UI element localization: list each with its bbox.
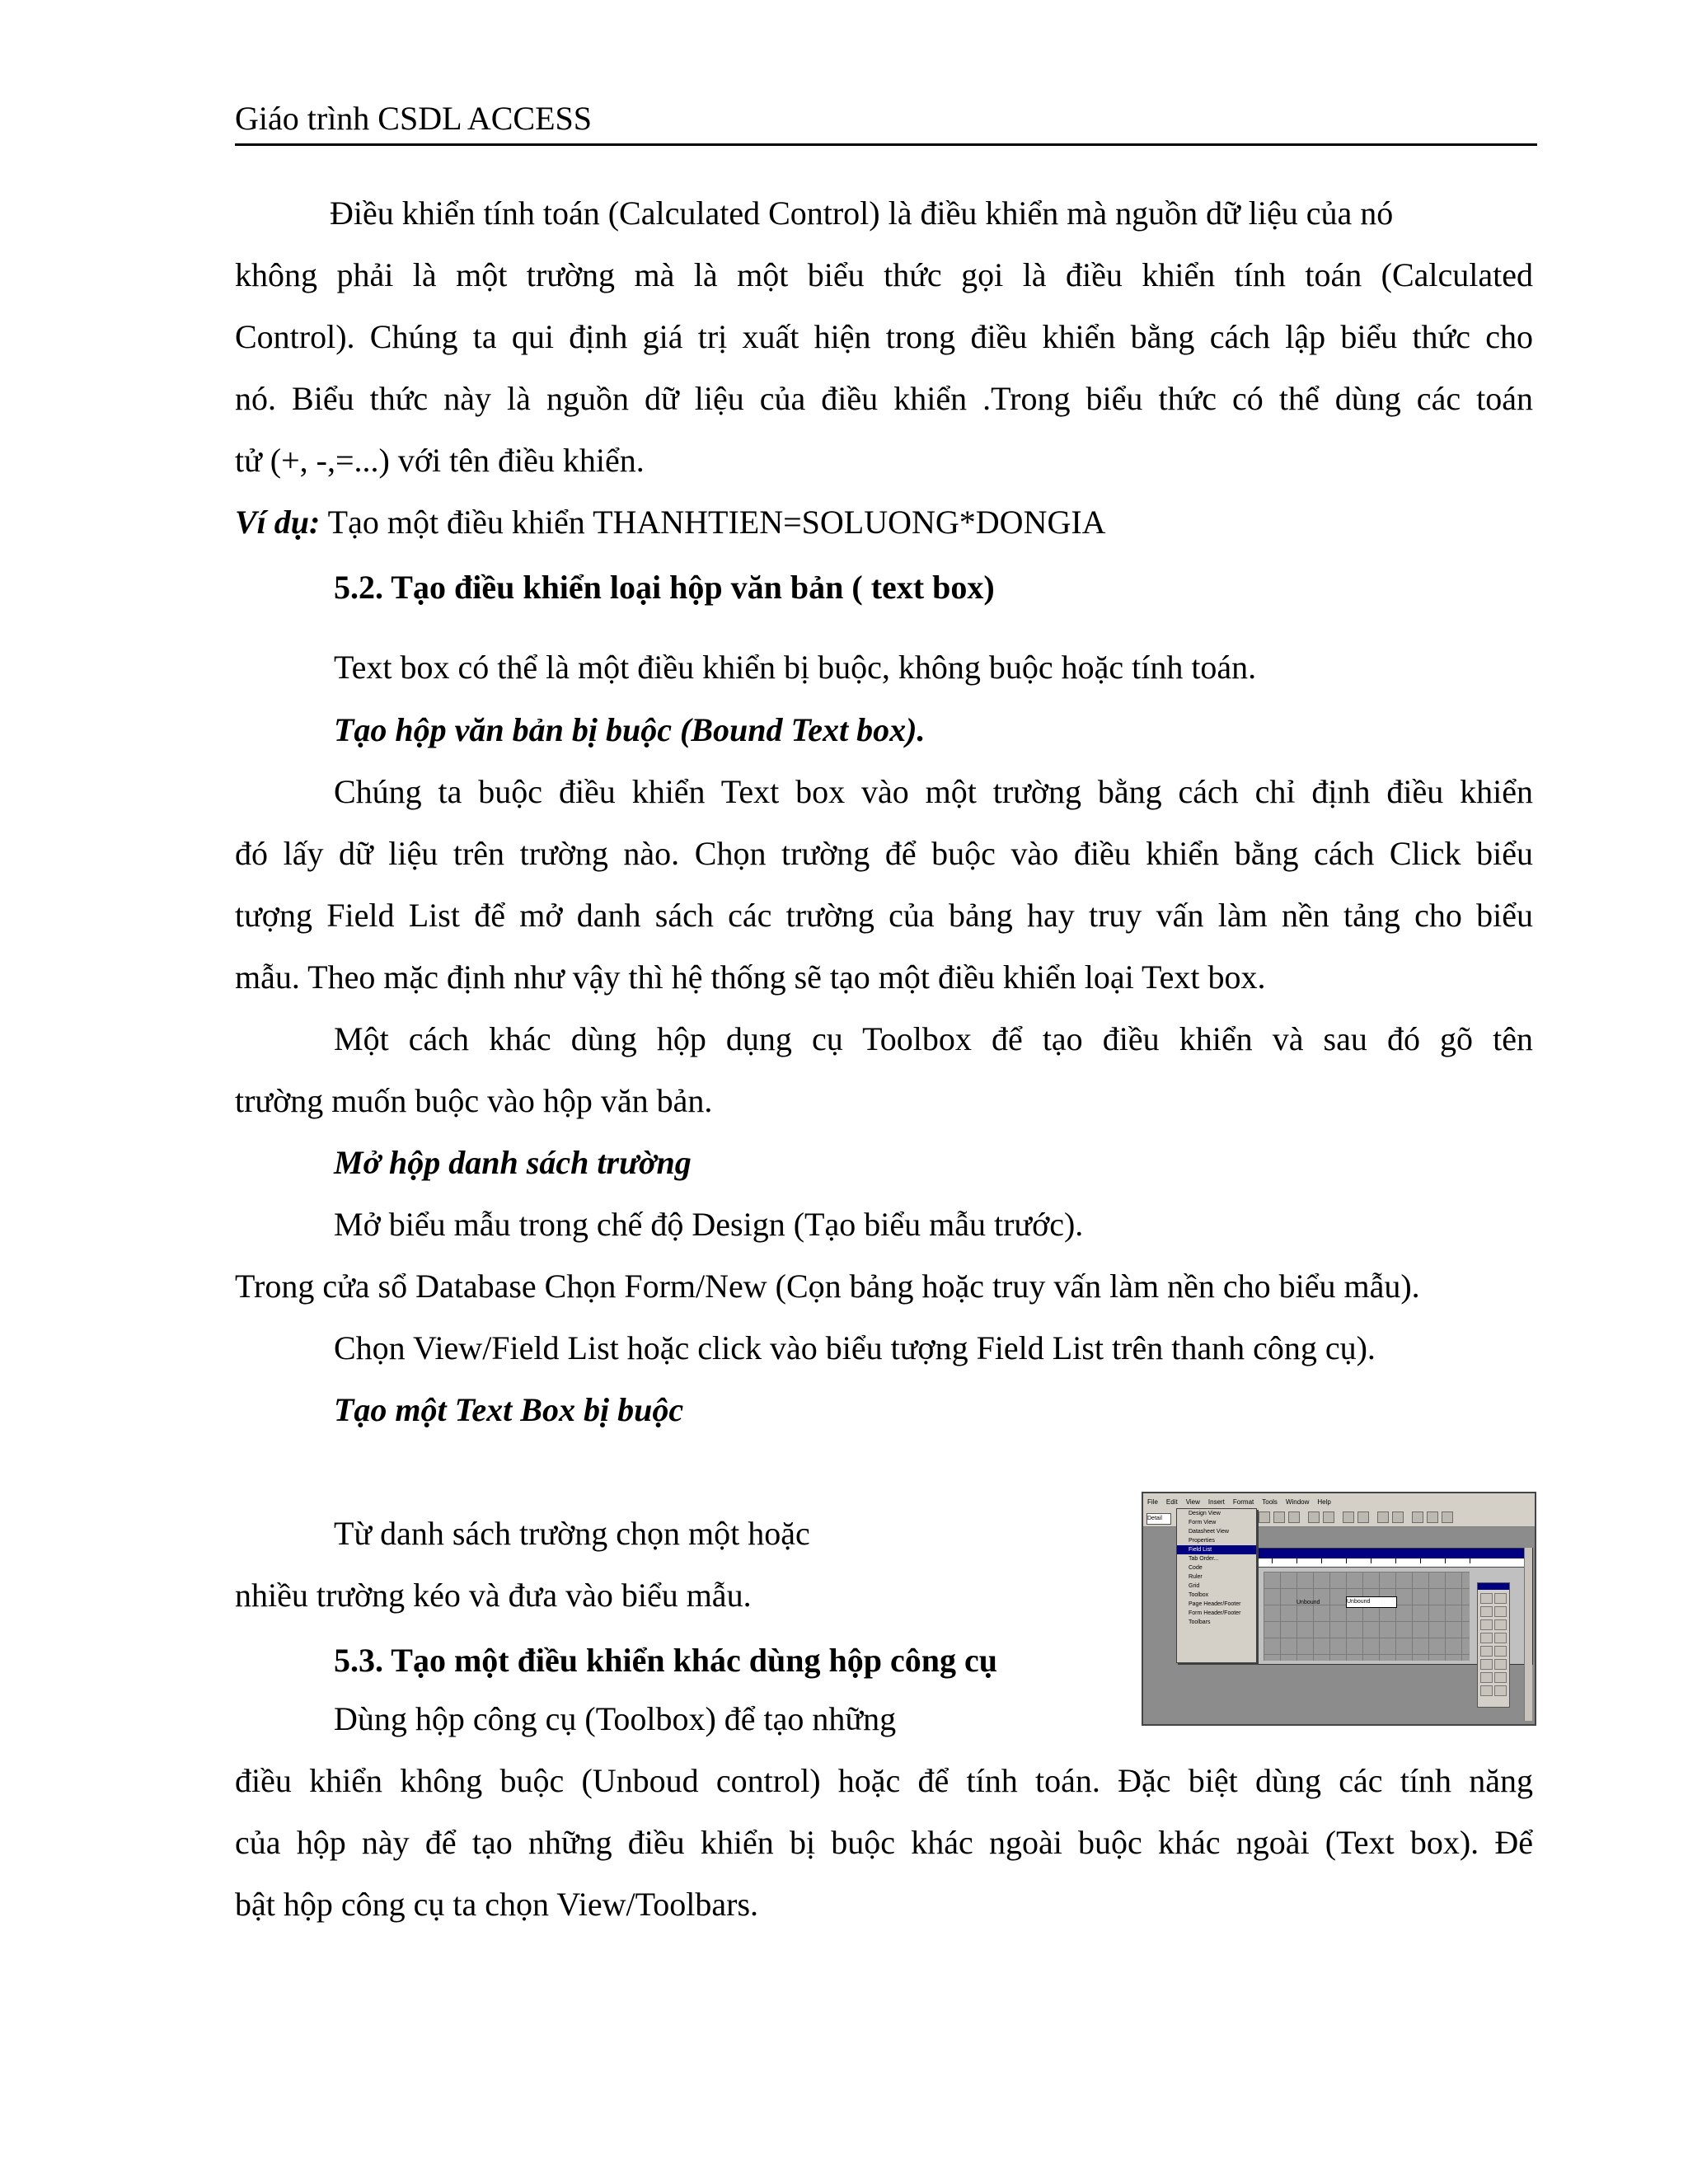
view-menu-dropdown [1176, 1508, 1257, 1663]
menu-item: Ruler [1189, 1574, 1203, 1580]
example-text: Tạo một điều khiển THANHTIEN=SOLUONG*DONGIA [320, 504, 1106, 541]
label-tool-icon [1480, 1606, 1493, 1617]
screenshot-menubar [1143, 1493, 1535, 1509]
paragraph-line: Mở biểu mẫu trong chế độ Design (Tạo biểu mẫu trước). [334, 1206, 1084, 1243]
menu-item: Code [1189, 1565, 1203, 1571]
toggle-tool-icon [1494, 1619, 1507, 1630]
paragraph-line: tử (+, -,=...) với tên điều khiển. [235, 442, 645, 479]
vertical-scrollbar [1524, 1548, 1532, 1721]
toolbox-palette [1477, 1582, 1510, 1708]
option-group-tool-icon [1480, 1619, 1493, 1630]
subheading-field-list: Mở hộp danh sách trường [334, 1144, 692, 1181]
toolbar-button-icon [1343, 1511, 1354, 1523]
paragraph-line: của hộp này để tạo những điều khiển bị buộc khác ngoài buộc khác ngoài (Text box). Để [235, 1824, 1533, 1861]
menu-item-field-list: Field List [1177, 1545, 1256, 1554]
menu-item: Toolbars [1189, 1619, 1211, 1625]
object-combo: Detail [1146, 1513, 1171, 1525]
page-header: Giáo trình CSDL ACCESS [235, 97, 1537, 146]
paragraph-line: Dùng hộp công cụ (Toolbox) để tạo những [334, 1700, 897, 1737]
menu-item: Grid [1189, 1583, 1200, 1589]
section-heading-5-2: 5.2. Tạo điều khiển loại hộp văn bản ( text box) [334, 569, 995, 606]
access-design-view-screenshot [1142, 1492, 1536, 1726]
toolbar-button-icon [1288, 1511, 1300, 1523]
toolbar-button-icon [1427, 1511, 1438, 1523]
paragraph-line: Text box có thể là một điều khiển bị buộc, không buộc hoặc tính toán. [334, 649, 1257, 686]
paragraph-line: bật hộp công cụ ta chọn View/Toolbars. [235, 1886, 759, 1923]
combo-tool-icon [1480, 1646, 1493, 1657]
toolbar-button-icon [1357, 1511, 1369, 1523]
toolbox-titlebar [1478, 1583, 1509, 1590]
menu-item: Form View [1189, 1520, 1217, 1526]
button-tool-icon [1480, 1659, 1493, 1670]
menu-format: Format [1232, 1498, 1254, 1506]
section-heading-5-3: 5.3. Tạo một điều khiển khác dùng hộp công cụ [334, 1642, 998, 1679]
menu-item: Datasheet View [1189, 1529, 1229, 1535]
paragraph-line: mẫu. Theo mặc định như vậy thì hệ thống sẽ tạo một điều khiển loại Text box. [235, 958, 1266, 996]
bound-frame-tool-icon [1494, 1672, 1507, 1683]
toolbar-button-icon [1323, 1511, 1334, 1523]
paragraph-line: đó lấy dữ liệu trên trường nào. Chọn trường để buộc vào điều khiển bằng cách Click biểu [235, 835, 1533, 872]
rectangle-tool-icon [1494, 1685, 1507, 1696]
toolbar-button-icon [1377, 1511, 1389, 1523]
listbox-tool-icon [1494, 1646, 1507, 1657]
menu-item: Toolbox [1189, 1592, 1209, 1598]
paragraph-line: Chúng ta buộc điều khiển Text box vào một trường bằng cách chỉ định điều khiển [334, 773, 1533, 810]
menu-edit: Edit [1165, 1498, 1178, 1506]
menu-help: Help [1317, 1498, 1331, 1506]
image-tool-icon [1494, 1659, 1507, 1670]
subheading-bound-textbox: Tạo hộp văn bản bị buộc (Bound Text box). [334, 711, 926, 748]
menu-item: Page Header/Footer [1189, 1601, 1241, 1607]
paragraph-line: trường muốn buộc vào hộp văn bản. [235, 1082, 713, 1119]
example-line [235, 502, 1106, 543]
checkbox-tool-icon [1494, 1633, 1507, 1643]
line-tool-icon [1480, 1685, 1493, 1696]
toolbar-button-icon [1412, 1511, 1423, 1523]
unbound-textbox: Unbound [1346, 1596, 1397, 1608]
horizontal-ruler [1255, 1558, 1532, 1568]
textbox-tool-icon [1494, 1606, 1507, 1617]
menu-item: Properties [1189, 1538, 1215, 1544]
toolbar-button-icon [1392, 1511, 1404, 1523]
paragraph-line: điều khiển không buộc (Unboud control) hoặc để tính toán. Đặc biệt dùng các tính năng [235, 1762, 1533, 1799]
paragraph-line: tượng Field List để mở danh sách các trường của bảng hay truy vấn làm nền tảng cho biểu [235, 897, 1533, 934]
unbound-label: Unbound [1296, 1600, 1320, 1605]
detail-section-grid [1264, 1572, 1470, 1661]
menu-insert: Insert [1207, 1498, 1225, 1506]
frame-tool-icon [1480, 1672, 1493, 1683]
menu-item: Form Header/Footer [1189, 1610, 1241, 1616]
menu-view: View [1185, 1498, 1200, 1506]
paragraph-line: Điều khiển tính toán (Calculated Control) là điều khiển mà nguồn dữ liệu của nó [330, 194, 1394, 232]
paragraph-line: Control). Chúng ta qui định giá trị xuất hiện trong điều khiển bằng cách lập biểu thức cho [235, 318, 1533, 355]
subheading-bound-textbox-create: Tạo một Text Box bị buộc [334, 1391, 684, 1428]
toolbar-button-icon [1273, 1511, 1285, 1523]
paragraph-line: Chọn View/Field List hoặc click vào biểu tượng Field List trên thanh công cụ). [334, 1329, 1376, 1366]
toolbar-button-icon [1259, 1511, 1270, 1523]
toolbar-button-icon [1308, 1511, 1320, 1523]
toolbar-button-icon [1442, 1511, 1453, 1523]
paragraph-line: Từ danh sách trường chọn một hoặc [334, 1515, 810, 1552]
menu-item: Tab Order... [1189, 1556, 1219, 1562]
paragraph-line: Trong cửa sổ Database Chọn Form/New (Cọn bảng hoặc truy vấn làm nền cho biểu mẫu). [235, 1268, 1420, 1305]
menu-window: Window [1285, 1498, 1310, 1506]
paragraph-line: nó. Biểu thức này là nguồn dữ liệu của điều khiển .Trong biểu thức có thể dùng các toán [235, 380, 1533, 417]
pointer-tool-icon [1480, 1593, 1493, 1604]
form-titlebar [1255, 1549, 1532, 1558]
menu-tools: Tools [1262, 1498, 1278, 1506]
option-button-tool-icon [1480, 1633, 1493, 1643]
menu-file: File [1147, 1498, 1158, 1506]
paragraph-line: nhiều trường kéo và đưa vào biểu mẫu. [235, 1577, 752, 1614]
paragraph-line: không phải là một trường mà là một biểu thức gọi là điều khiển tính toán (Calculated [235, 256, 1533, 293]
wizard-tool-icon [1494, 1593, 1507, 1604]
paragraph-line: Một cách khác dùng hộp dụng cụ Toolbox để tạo điều khiển và sau đó gõ tên [334, 1020, 1533, 1057]
example-label: Ví dụ: [235, 504, 321, 541]
menu-item: Design View [1189, 1511, 1221, 1516]
